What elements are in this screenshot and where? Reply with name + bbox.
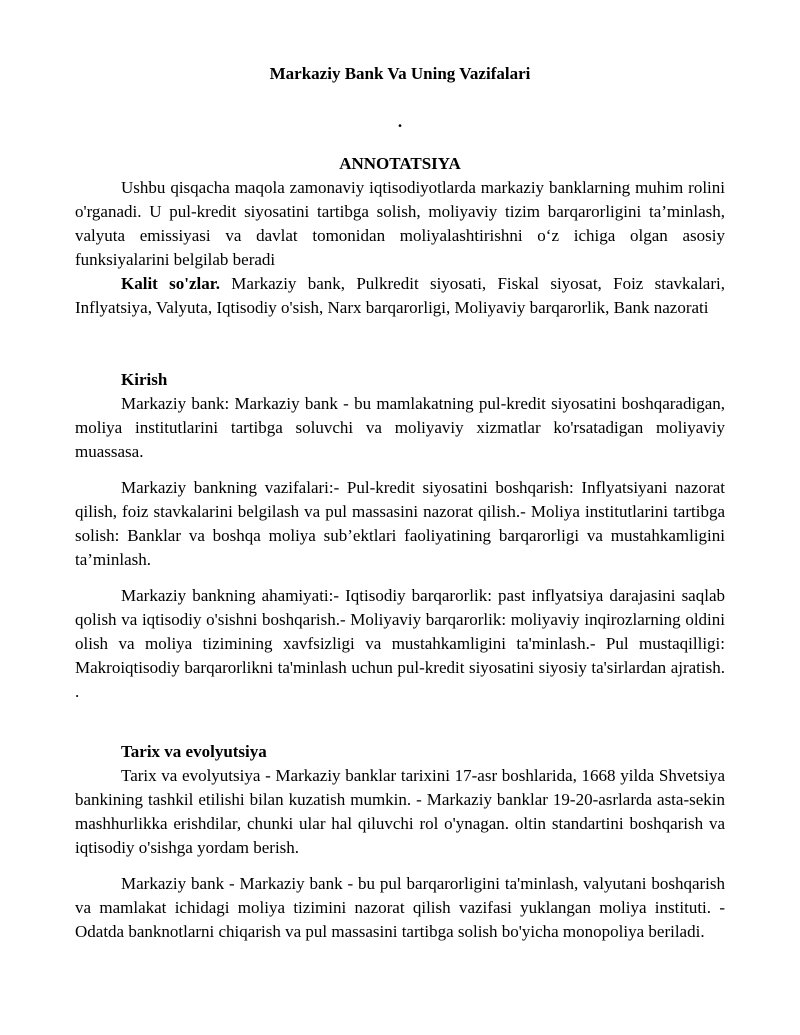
- document-page: [75, 62, 725, 944]
- history-paragraph: Tarix va evolyutsiya - Markaziy banklar tarixini 17-asr boshlarida, 1668 yilda Shvetsiya bankining tashkil etilishi bilan kuzatish mumkin. - Markaziy banklar 19-20-asrlarda asta-sekin mashhurlikka erishdilar, chunki ular hal qiluvchi rol o'ynagan. oltin standartini boshqarish va iqtisodiy o'sishga yordam berish.: [75, 766, 725, 857]
- intro-paragraph: Markaziy bankning ahamiyati:- Iqtisodiy barqarorlik: past inflyatsiya darajasini saqlab qolish va iqtisodiy o'sishni boshqarish.- Moliyaviy barqarorlik: moliyaviy inqirozlarning oldini olish va moliya tizimining xavfsizligi va mustahkamligini ta'minlash.- Pul mustaqilligi: Makroiqtisodiy barqarorlikni ta'minlash uchun pul-kredit siyosatini siyosiy ta'sirlardan ajratish. .: [75, 586, 725, 701]
- intro-heading: Kirish: [121, 370, 168, 389]
- annotation-text: Ushbu qisqacha maqola zamonaviy iqtisodiyotlarda markaziy banklarning muhim rolini o'rganadi. U pul-kredit siyosatini tartibga solish, moliyaviy tizim barqarorligini ta’minlash, valyuta emissiyasi va davlat tomonidan moliyalashtirishni o‘z ichiga olgan asosiy funksiyalarini belgilab beradi: [75, 178, 725, 269]
- annotation-heading: ANNOTATSIYA: [339, 154, 461, 173]
- keywords-paragraph: [75, 272, 725, 320]
- history-heading: Tarix va evolyutsiya: [121, 742, 267, 761]
- keywords-list: Markaziy bank, Pulkredit siyosati, Fiskal siyosat, Foiz stavkalari, Inflyatsiya, Valyuta, Iqtisodiy o'sish, Narx barqarorligi, Moliyaviy barqarorlik, Bank nazorati: [75, 274, 725, 317]
- document-title: Markaziy Bank Va Uning Vazifalari: [269, 64, 531, 83]
- history-paragraph: Markaziy bank - Markaziy bank - bu pul barqarorligini ta'minlash, valyutani boshqarish va mamlakat ichidagi moliya tizimini nazorat qilish vazifasi yuklangan moliya instituti. - Odatda banknotlarni chiqarish va pul massasini tartibga solish bo'yicha monopoliya beriladi.: [75, 874, 725, 941]
- separator-dot: .: [397, 112, 403, 131]
- intro-paragraph: Markaziy bankning vazifalari:- Pul-kredit siyosatini boshqarish: Inflyatsiyani nazorat qilish, foiz stavkalarini belgilash va pul massasini nazorat qilish.- Moliya institutlarini tartibga solish: Banklar va boshqa moliya sub’ektlari faoliyatining barqarorligi va mustahkamligini ta’minlash.: [75, 478, 725, 569]
- intro-paragraph: Markaziy bank: Markaziy bank - bu mamlakatning pul-kredit siyosatini boshqaradigan, moliya institutlarini tartibga soluvchi va moliyaviy xizmatlar ko'rsatadigan moliyaviy muassasa.: [75, 394, 725, 461]
- keywords-label: Kalit so'zlar.: [121, 274, 220, 293]
